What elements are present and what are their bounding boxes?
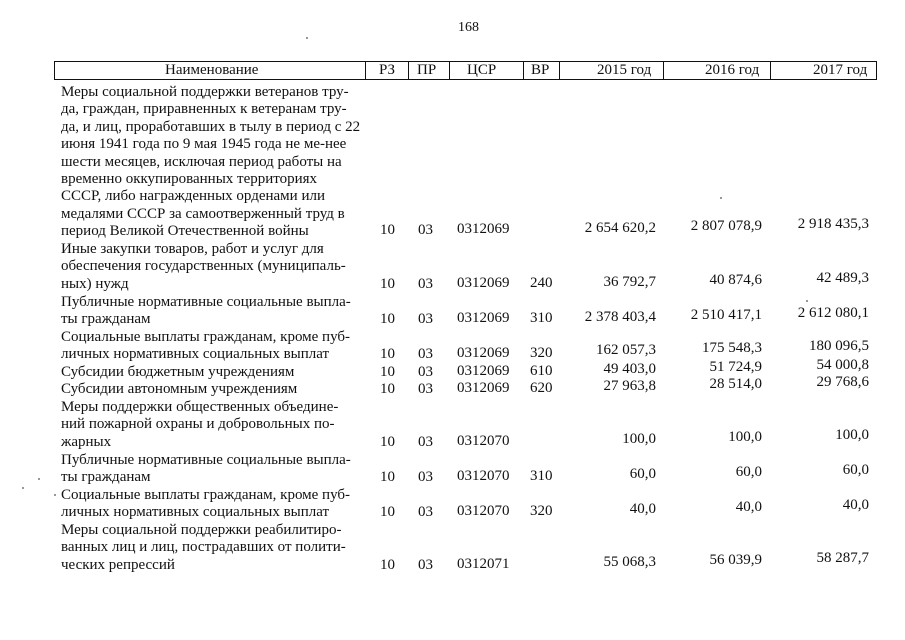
row-name: Меры поддержки общественных объедине-ний пожарной охраны и добровольных по-жарных <box>61 399 339 450</box>
column-header-name: Наименование <box>165 62 259 78</box>
row-2016: 2 807 078,9 <box>690 218 762 234</box>
row-2016: 100,0 <box>728 429 762 445</box>
row-vr: 240 <box>530 275 553 291</box>
column-divider <box>408 62 409 79</box>
row-2016: 2 510 417,1 <box>690 307 762 323</box>
row-name: Субсидии автономным учреждениям <box>61 381 298 397</box>
column-divider <box>770 62 771 79</box>
row-csr: 0312069 <box>457 345 510 361</box>
row-rz: 10 <box>380 222 395 238</box>
row-2016: 56 039,9 <box>709 552 762 568</box>
row-pr: 03 <box>418 557 433 573</box>
row-2016: 51 724,9 <box>709 359 762 375</box>
row-2015: 2 654 620,2 <box>584 220 656 236</box>
table-header <box>54 61 877 80</box>
column-header-vr: ВР <box>531 62 550 78</box>
row-2015: 27 963,8 <box>603 378 656 394</box>
row-name: Социальные выплаты гражданам, кроме пуб-личных нормативных социальных выплат <box>61 329 351 363</box>
row-2017: 60,0 <box>842 462 869 478</box>
row-pr: 03 <box>418 311 433 327</box>
row-2017: 58 287,7 <box>816 550 869 566</box>
row-pr: 03 <box>418 469 433 485</box>
row-2017: 180 096,5 <box>809 338 869 354</box>
row-2017: 2 918 435,3 <box>797 216 869 232</box>
row-pr: 03 <box>418 346 433 362</box>
scan-speck <box>720 197 722 199</box>
row-csr: 0312069 <box>457 380 510 396</box>
row-vr: 320 <box>530 345 553 361</box>
scan-speck <box>38 478 40 480</box>
row-2015: 162 057,3 <box>596 342 656 358</box>
row-vr: 620 <box>530 380 553 396</box>
row-pr: 03 <box>418 276 433 292</box>
row-rz: 10 <box>380 364 395 380</box>
column-divider <box>559 62 560 79</box>
row-2017: 29 768,6 <box>816 374 869 390</box>
row-2016: 28 514,0 <box>709 376 762 392</box>
row-pr: 03 <box>418 364 433 380</box>
row-2015: 36 792,7 <box>603 274 656 290</box>
row-csr: 0312070 <box>457 468 510 484</box>
scan-speck <box>806 300 808 302</box>
column-header-pr: ПР <box>417 62 437 78</box>
row-rz: 10 <box>380 381 395 397</box>
row-2015: 55 068,3 <box>603 554 656 570</box>
column-divider <box>365 62 366 79</box>
row-name: Публичные нормативные социальные выпла-ты гражданам <box>61 452 351 486</box>
row-name: Субсидии бюджетным учреждениям <box>61 364 295 380</box>
row-name: Публичные нормативные социальные выпла-ты гражданам <box>61 294 351 328</box>
row-2015: 40,0 <box>629 501 656 517</box>
row-pr: 03 <box>418 504 433 520</box>
row-2017: 100,0 <box>835 427 869 443</box>
column-header-2017: 2017 год <box>813 62 868 78</box>
scan-speck <box>54 494 56 496</box>
row-2016: 175 548,3 <box>702 340 762 356</box>
row-2016: 40 874,6 <box>709 272 762 288</box>
row-csr: 0312069 <box>457 310 510 326</box>
row-2015: 100,0 <box>622 431 656 447</box>
row-csr: 0312071 <box>457 556 510 572</box>
row-vr: 610 <box>530 363 553 379</box>
column-divider <box>523 62 524 79</box>
column-divider <box>449 62 450 79</box>
row-rz: 10 <box>380 434 395 450</box>
column-divider <box>663 62 664 79</box>
row-2016: 40,0 <box>735 499 762 515</box>
row-rz: 10 <box>380 504 395 520</box>
column-header-rz: РЗ <box>379 62 396 78</box>
scan-speck <box>306 37 308 39</box>
row-rz: 10 <box>380 311 395 327</box>
row-vr: 320 <box>530 503 553 519</box>
row-csr: 0312070 <box>457 433 510 449</box>
row-pr: 03 <box>418 222 433 238</box>
row-name: Социальные выплаты гражданам, кроме пуб-личных нормативных социальных выплат <box>61 487 351 521</box>
row-pr: 03 <box>418 381 433 397</box>
row-2017: 42 489,3 <box>816 270 869 286</box>
row-csr: 0312070 <box>457 503 510 519</box>
column-header-2016: 2016 год <box>705 62 760 78</box>
page-number: 168 <box>458 20 479 35</box>
row-name: Меры социальной поддержки реабилитиро-ванных лиц и лиц, пострадавших от полити-ческих репрессий <box>61 522 346 573</box>
row-name: Иные закупки товаров, работ и услуг для обеспечения государственных (муниципаль-ных) нужд <box>61 241 346 292</box>
row-csr: 0312069 <box>457 363 510 379</box>
row-2015: 60,0 <box>629 466 656 482</box>
column-header-csr: ЦСР <box>467 62 497 78</box>
row-rz: 10 <box>380 346 395 362</box>
row-vr: 310 <box>530 468 553 484</box>
row-2017: 54 000,8 <box>816 357 869 373</box>
row-csr: 0312069 <box>457 275 510 291</box>
row-rz: 10 <box>380 276 395 292</box>
row-name: Меры социальной поддержки ветеранов тру-да, граждан, приравненных к ветеранам тру-да, и лиц, проработавших в тылу в период с 22 июня 1941 года по 9 мая 1945 года не ме-нее шести месяцев, исключая период работы на временно оккупированных территориях СССР, либо награжденных орденами или медалями СССР за самоотверженный труд в период Великой Отечественной войны <box>61 84 361 240</box>
row-2015: 49 403,0 <box>603 361 656 377</box>
row-rz: 10 <box>380 557 395 573</box>
row-csr: 0312069 <box>457 221 510 237</box>
row-2017: 2 612 080,1 <box>797 305 869 321</box>
row-2017: 40,0 <box>842 497 869 513</box>
row-2015: 2 378 403,4 <box>584 309 656 325</box>
row-rz: 10 <box>380 469 395 485</box>
row-pr: 03 <box>418 434 433 450</box>
column-header-2015: 2015 год <box>597 62 652 78</box>
row-vr: 310 <box>530 310 553 326</box>
scan-speck <box>22 487 24 489</box>
row-2016: 60,0 <box>735 464 762 480</box>
